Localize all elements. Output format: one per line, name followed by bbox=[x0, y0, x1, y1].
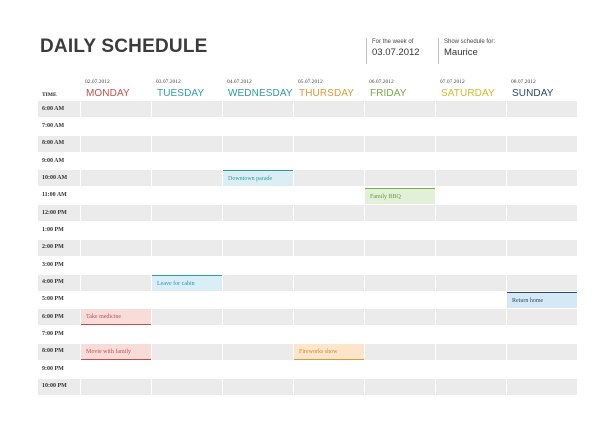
schedule-cell[interactable] bbox=[436, 240, 506, 256]
day-name-friday: FRIDAY bbox=[370, 88, 407, 99]
day-name-tuesday: TUESDAY bbox=[157, 88, 205, 99]
schedule-cell[interactable] bbox=[365, 275, 435, 291]
time-label: 9:00 AM bbox=[42, 157, 65, 164]
schedule-cell[interactable] bbox=[223, 153, 293, 169]
schedule-cell[interactable] bbox=[507, 240, 577, 256]
week-label: For the week of bbox=[372, 39, 414, 45]
schedule-cell[interactable] bbox=[223, 292, 293, 308]
day-name-wednesday: WEDNESDAY bbox=[228, 88, 293, 99]
time-label: 12:00 PM bbox=[42, 209, 67, 216]
time-label: 8:00 PM bbox=[42, 348, 64, 355]
time-label: 10:00 PM bbox=[42, 383, 67, 390]
schedule-for-label: Show schedule for: bbox=[444, 39, 496, 45]
event-downtown-parade[interactable]: Downtown parade bbox=[223, 170, 293, 186]
schedule-cell[interactable] bbox=[436, 361, 506, 377]
schedule-cell[interactable] bbox=[294, 379, 364, 395]
week-selector[interactable] bbox=[366, 38, 420, 64]
schedule-cell[interactable] bbox=[436, 309, 506, 325]
schedule-cell[interactable] bbox=[294, 361, 364, 377]
schedule-cell[interactable] bbox=[152, 205, 222, 221]
schedule-cell[interactable] bbox=[436, 118, 506, 134]
schedule-cell[interactable] bbox=[365, 379, 435, 395]
schedule-cell[interactable] bbox=[436, 222, 506, 238]
schedule-cell[interactable] bbox=[81, 118, 151, 134]
schedule-cell[interactable] bbox=[365, 361, 435, 377]
schedule-cell[interactable] bbox=[223, 275, 293, 291]
day-name-monday: MONDAY bbox=[86, 88, 130, 99]
schedule-cell[interactable] bbox=[365, 222, 435, 238]
schedule-cell[interactable] bbox=[365, 309, 435, 325]
schedule-cell[interactable] bbox=[223, 361, 293, 377]
schedule-cell[interactable] bbox=[436, 136, 506, 152]
schedule-cell[interactable] bbox=[436, 275, 506, 291]
schedule-cell[interactable] bbox=[152, 379, 222, 395]
day-date: 04.07.2012 bbox=[227, 79, 252, 85]
schedule-cell[interactable] bbox=[436, 205, 506, 221]
week-value[interactable]: 03.07.2012 bbox=[372, 47, 420, 58]
schedule-cell[interactable] bbox=[152, 292, 222, 308]
time-label: 10:00 AM bbox=[42, 174, 68, 181]
schedule-cell[interactable] bbox=[152, 257, 222, 273]
schedule-cell[interactable] bbox=[81, 379, 151, 395]
event-return-home[interactable]: Return home bbox=[507, 292, 577, 308]
schedule-cell[interactable] bbox=[436, 344, 506, 360]
schedule-cell[interactable] bbox=[507, 257, 577, 273]
schedule-cell[interactable] bbox=[81, 257, 151, 273]
schedule-cell[interactable] bbox=[365, 205, 435, 221]
schedule-cell[interactable] bbox=[507, 275, 577, 291]
page-title: DAILY SCHEDULE bbox=[40, 36, 208, 57]
time-label: 11:00 AM bbox=[42, 192, 67, 199]
schedule-cell[interactable] bbox=[365, 101, 435, 117]
schedule-cell[interactable] bbox=[81, 136, 151, 152]
schedule-cell[interactable] bbox=[152, 101, 222, 117]
time-label: 6:00 AM bbox=[42, 105, 65, 112]
schedule-cell[interactable] bbox=[294, 170, 364, 186]
schedule-cell[interactable] bbox=[223, 101, 293, 117]
schedule-cell[interactable] bbox=[223, 327, 293, 343]
schedule-cell[interactable] bbox=[436, 327, 506, 343]
schedule-cell[interactable] bbox=[81, 292, 151, 308]
event-take-medicine[interactable]: Take medicine bbox=[81, 309, 151, 325]
time-label: 6:00 PM bbox=[42, 313, 64, 320]
schedule-cell[interactable] bbox=[152, 170, 222, 186]
schedule-cell[interactable] bbox=[294, 309, 364, 325]
schedule-cell[interactable] bbox=[223, 136, 293, 152]
schedule-cell[interactable] bbox=[294, 205, 364, 221]
time-label: 5:00 PM bbox=[42, 296, 64, 303]
schedule-cell[interactable] bbox=[81, 275, 151, 291]
schedule-cell[interactable] bbox=[294, 240, 364, 256]
schedule-for-selector[interactable] bbox=[438, 38, 495, 64]
schedule-cell[interactable] bbox=[365, 153, 435, 169]
schedule-cell[interactable] bbox=[294, 153, 364, 169]
time-label: 8:00 AM bbox=[42, 140, 65, 147]
schedule-cell[interactable] bbox=[152, 309, 222, 325]
schedule-cell[interactable] bbox=[507, 101, 577, 117]
schedule-cell[interactable] bbox=[223, 379, 293, 395]
schedule-cell[interactable] bbox=[365, 292, 435, 308]
schedule-cell[interactable] bbox=[507, 222, 577, 238]
schedule-cell[interactable] bbox=[436, 170, 506, 186]
time-label: 7:00 PM bbox=[42, 331, 64, 338]
event-fireworks-show[interactable]: Fireworks show bbox=[294, 344, 364, 360]
event-movie-with-family[interactable]: Movie with family bbox=[81, 344, 151, 360]
time-label: 2:00 PM bbox=[42, 244, 64, 251]
schedule-cell[interactable] bbox=[294, 188, 364, 204]
schedule-cell[interactable] bbox=[365, 344, 435, 360]
schedule-cell[interactable] bbox=[152, 188, 222, 204]
day-date: 06.07.2012 bbox=[369, 79, 394, 85]
schedule-cell[interactable] bbox=[507, 153, 577, 169]
schedule-cell[interactable] bbox=[152, 118, 222, 134]
time-label: 9:00 PM bbox=[42, 365, 64, 372]
schedule-cell[interactable] bbox=[223, 257, 293, 273]
schedule-cell[interactable] bbox=[294, 101, 364, 117]
schedule-cell[interactable] bbox=[81, 240, 151, 256]
schedule-cell[interactable] bbox=[436, 153, 506, 169]
schedule-cell[interactable] bbox=[507, 205, 577, 221]
schedule-cell[interactable] bbox=[507, 344, 577, 360]
time-label: 1:00 PM bbox=[42, 226, 64, 233]
schedule-cell[interactable] bbox=[365, 257, 435, 273]
schedule-cell[interactable] bbox=[152, 136, 222, 152]
event-leave-for-cabin[interactable]: Leave for cabin bbox=[152, 275, 222, 291]
schedule-cell[interactable] bbox=[223, 309, 293, 325]
schedule-cell[interactable] bbox=[81, 205, 151, 221]
schedule-cell[interactable] bbox=[507, 379, 577, 395]
schedule-cell[interactable] bbox=[507, 327, 577, 343]
schedule-cell[interactable] bbox=[436, 188, 506, 204]
schedule-cell[interactable] bbox=[152, 344, 222, 360]
day-name-sunday: SUNDAY bbox=[512, 88, 554, 99]
schedule-cell[interactable] bbox=[294, 292, 364, 308]
time-column-header: TIME bbox=[42, 92, 57, 98]
schedule-cell[interactable] bbox=[223, 118, 293, 134]
day-date: 08.07.2012 bbox=[511, 79, 536, 85]
schedule-cell[interactable] bbox=[507, 309, 577, 325]
schedule-cell[interactable] bbox=[294, 118, 364, 134]
schedule-cell[interactable] bbox=[223, 240, 293, 256]
schedule-cell[interactable] bbox=[152, 327, 222, 343]
time-label: 4:00 PM bbox=[42, 279, 64, 285]
schedule-cell[interactable] bbox=[223, 222, 293, 238]
schedule-cell[interactable] bbox=[436, 257, 506, 273]
schedule-cell[interactable] bbox=[294, 257, 364, 273]
time-label: 7:00 AM bbox=[42, 122, 65, 129]
schedule-cell[interactable] bbox=[294, 136, 364, 152]
schedule-cell[interactable] bbox=[81, 170, 151, 186]
schedule-cell[interactable] bbox=[507, 118, 577, 134]
day-date: 07.07.2012 bbox=[440, 79, 465, 85]
schedule-cell[interactable] bbox=[294, 275, 364, 291]
schedule-cell[interactable] bbox=[81, 101, 151, 117]
schedule-cell[interactable] bbox=[365, 136, 435, 152]
schedule-cell[interactable] bbox=[436, 379, 506, 395]
schedule-cell[interactable] bbox=[81, 222, 151, 238]
day-name-thursday: THURSDAY bbox=[299, 88, 355, 99]
schedule-for-value[interactable]: Maurice bbox=[444, 47, 478, 58]
schedule-cell[interactable] bbox=[436, 292, 506, 308]
schedule-cell[interactable] bbox=[365, 170, 435, 186]
day-date: 03.07.2012 bbox=[156, 79, 181, 85]
schedule-cell[interactable] bbox=[507, 361, 577, 377]
schedule-cell[interactable] bbox=[365, 118, 435, 134]
event-family-bbq[interactable]: Family BBQ bbox=[365, 188, 435, 204]
day-name-saturday: SATURDAY bbox=[441, 88, 495, 99]
schedule-cell[interactable] bbox=[436, 101, 506, 117]
schedule-cell[interactable] bbox=[223, 205, 293, 221]
schedule-cell[interactable] bbox=[152, 153, 222, 169]
schedule-cell[interactable] bbox=[365, 240, 435, 256]
schedule-cell[interactable] bbox=[81, 327, 151, 343]
schedule-cell[interactable] bbox=[507, 136, 577, 152]
schedule-cell[interactable] bbox=[223, 344, 293, 360]
day-date: 05.07.2012 bbox=[298, 79, 323, 85]
schedule-cell[interactable] bbox=[81, 361, 151, 377]
schedule-cell[interactable] bbox=[152, 222, 222, 238]
schedule-cell[interactable] bbox=[507, 170, 577, 186]
day-date: 02.07.2012 bbox=[85, 79, 110, 85]
schedule-cell[interactable] bbox=[81, 188, 151, 204]
schedule-cell[interactable] bbox=[507, 188, 577, 204]
schedule-cell[interactable] bbox=[294, 222, 364, 238]
schedule-cell[interactable] bbox=[152, 361, 222, 377]
schedule-cell[interactable] bbox=[81, 153, 151, 169]
schedule-cell[interactable] bbox=[365, 327, 435, 343]
time-label: 3:00 PM bbox=[42, 261, 64, 268]
schedule-cell[interactable] bbox=[223, 188, 293, 204]
schedule-cell[interactable] bbox=[294, 327, 364, 343]
schedule-cell[interactable] bbox=[152, 240, 222, 256]
